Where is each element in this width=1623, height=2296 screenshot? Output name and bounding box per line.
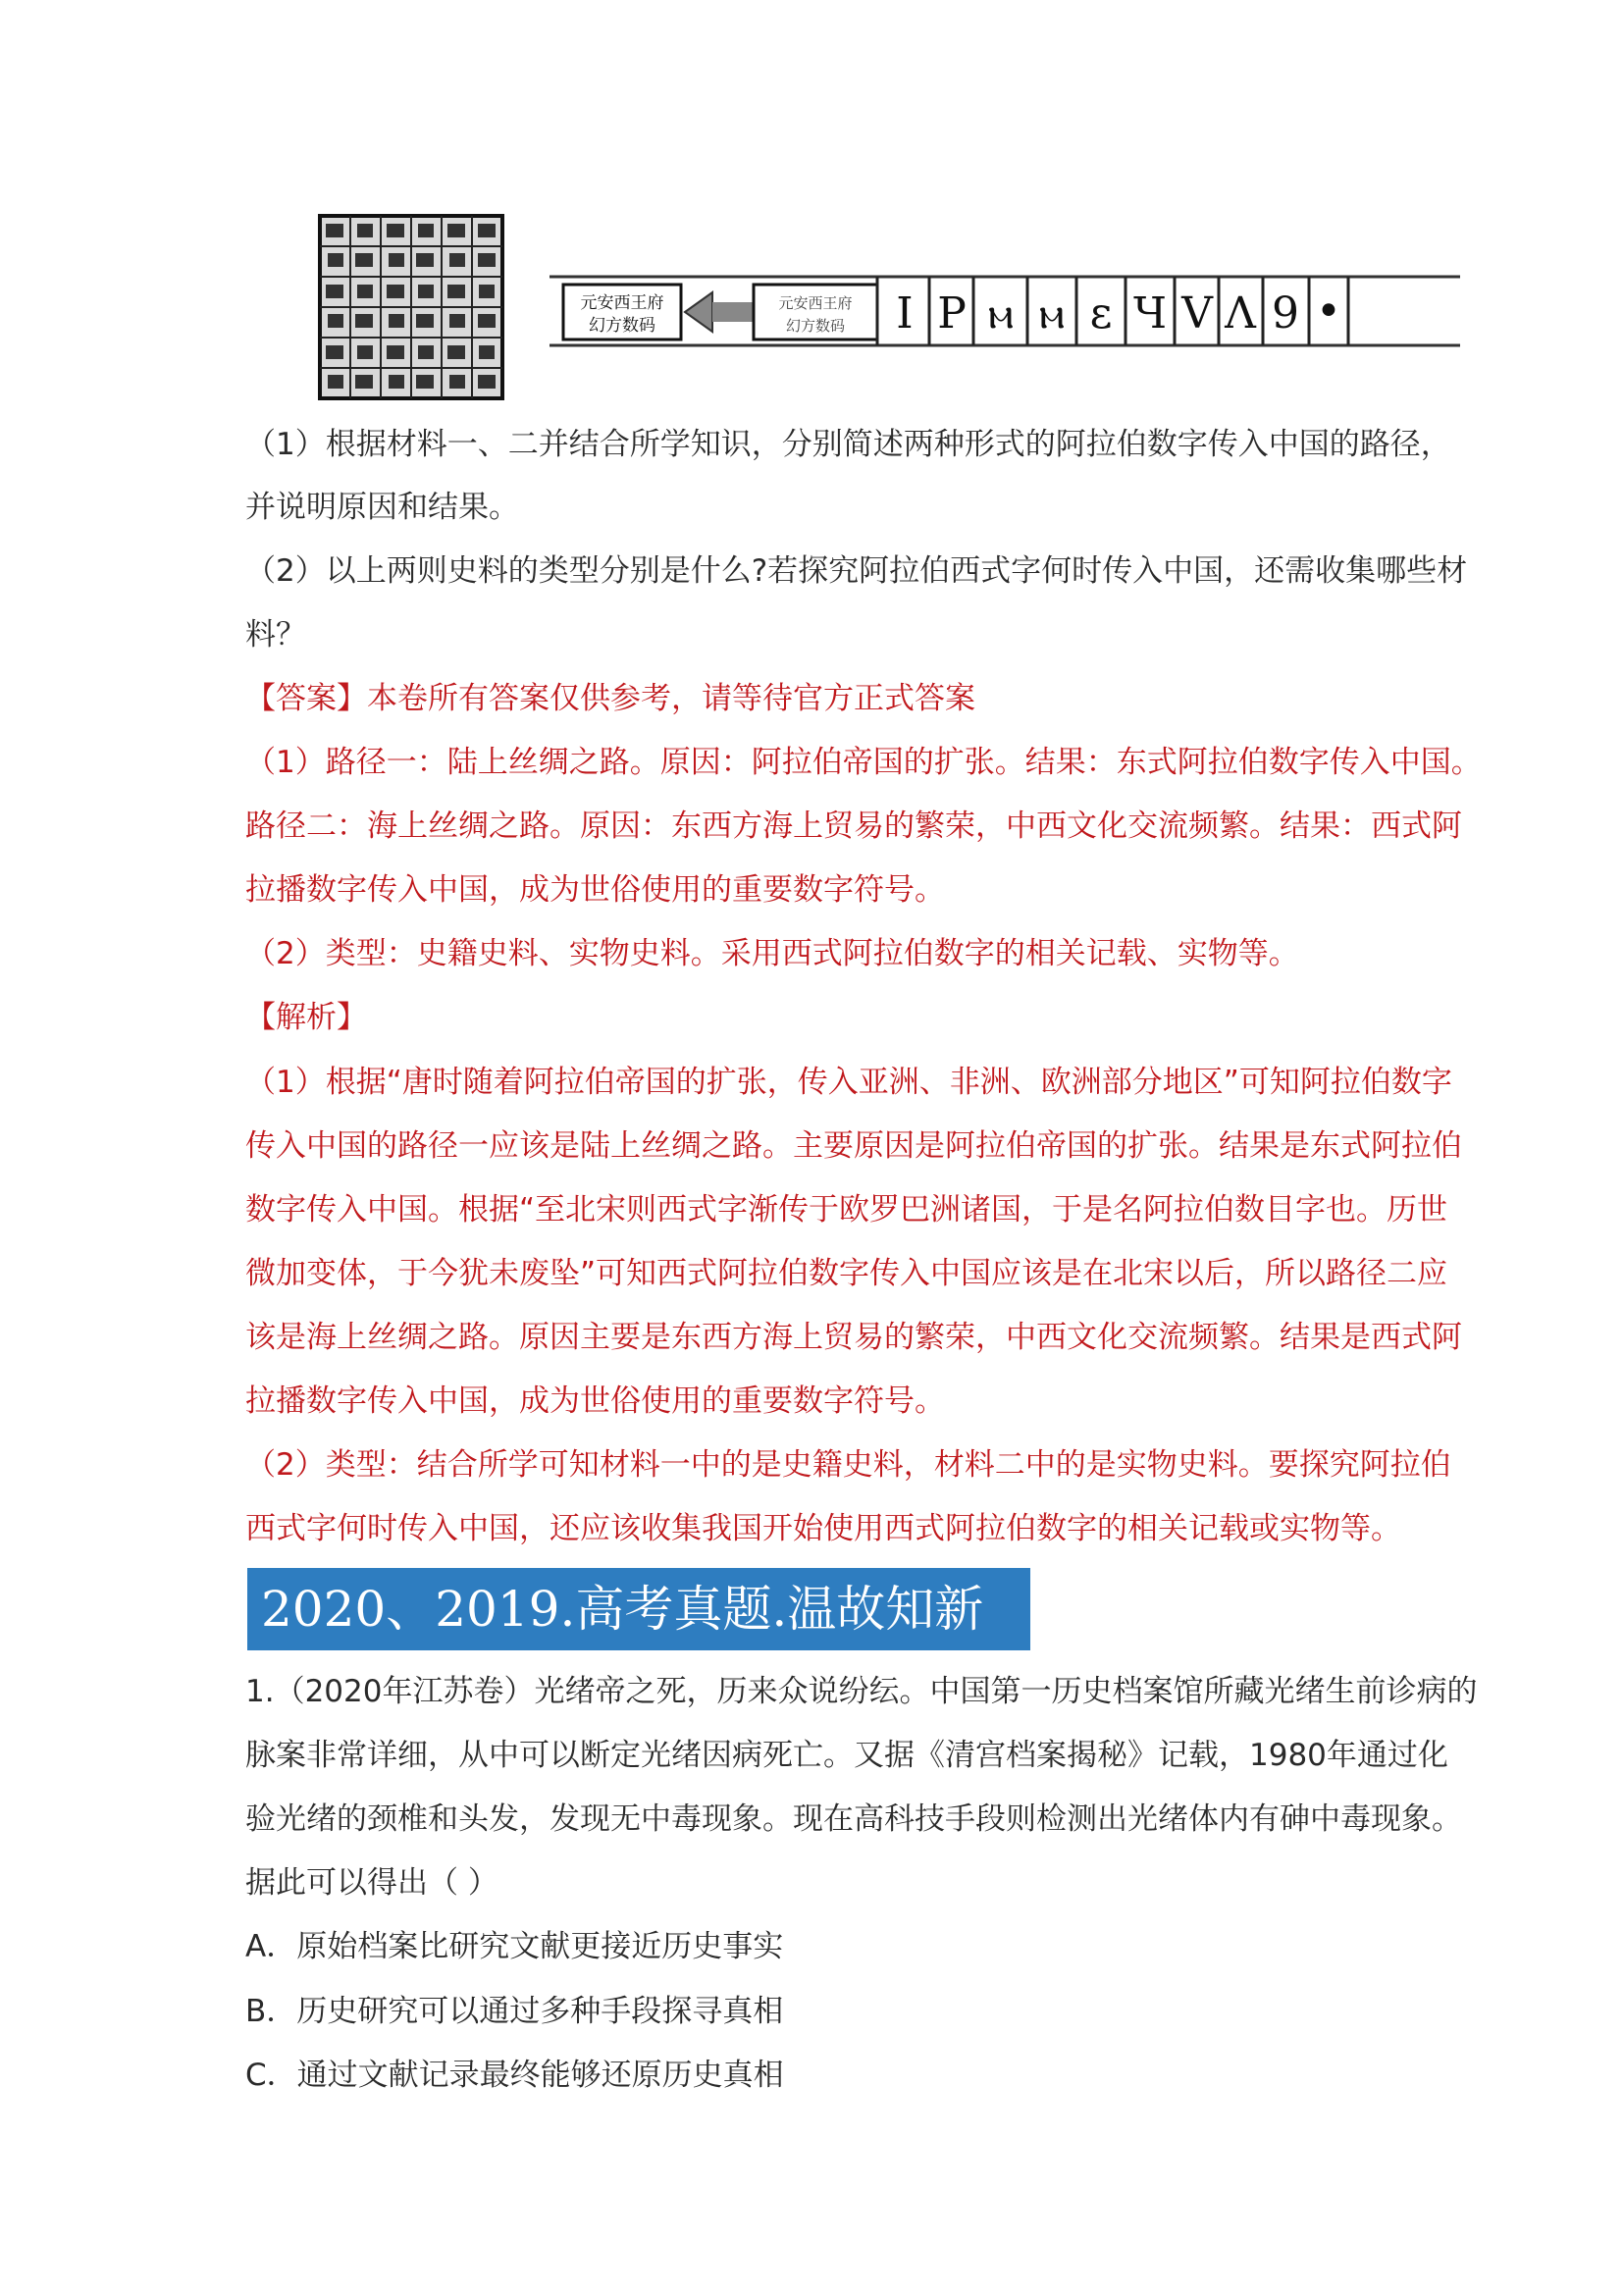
answer-line-1: （1）路径一：陆上丝绸之路。原因：阿拉伯帝国的扩张。结果：东式阿拉伯数字传入中国。: [245, 745, 1482, 780]
label-box-left-line1: 元安西王府: [580, 293, 664, 313]
numeral-10: •: [1316, 287, 1341, 337]
analysis-line-1: （1）根据“唐时随着阿拉伯帝国的扩张，传入亚洲、非洲、欧洲部分地区”可知阿拉伯数字: [245, 1065, 1452, 1100]
question-next-line-1: 1.（2020年江苏卷）光绪帝之死，历来众说纷纭。中国第一历史档案馆所藏光绪生前诊病的: [245, 1674, 1478, 1709]
question-1-line-2: 并说明原因和结果。: [245, 490, 519, 525]
numeral-9: 9: [1272, 288, 1299, 339]
analysis-line-7: （2）类型：结合所学可知材料一中的是史籍史料，材料二中的是实物史料。要探究阿拉伯: [245, 1447, 1451, 1483]
label-box-right-line1: 元安西王府: [778, 294, 853, 312]
numeral-4: ⲙ: [1039, 288, 1065, 339]
analysis-line-8: 西式字何时传入中国，还应该收集我国开始使用西式阿拉伯数字的相关记载或实物等。: [245, 1511, 1401, 1546]
answer-line-3: 拉播数字传入中国，成为世俗使用的重要数字符号。: [245, 872, 945, 908]
question-1-line-1: （1）根据材料一、二并结合所学知识，分别简述两种形式的阿拉伯数字传入中国的路径，: [245, 427, 1451, 462]
numeral-2: Ρ: [937, 288, 967, 339]
numeral-6: Ч: [1132, 288, 1168, 339]
numeral-1: I: [896, 288, 914, 339]
answer-line-4: （2）类型：史籍史料、实物史料。采用西式阿拉伯数字的相关记载、实物等。: [245, 936, 1299, 971]
question-2-line-1: （2）以上两则史料的类型分别是什么?若探究阿拉伯西式字何时传入中国，还需收集哪些材: [245, 553, 1468, 589]
option-a: A．原始档案比研究文献更接近历史事实: [245, 1929, 784, 1964]
numeral-3: ⲙ: [988, 288, 1014, 339]
answer-heading: [245, 679, 975, 718]
arrow-left-icon: [685, 292, 756, 332]
numeral-8: Λ: [1225, 288, 1256, 339]
question-next-line-2: 脉案非常详细，从中可以断定光绪因病死亡。又据《清宫档案揭秘》记载，1980年通过化: [245, 1738, 1448, 1773]
question-next-line-3: 验光绪的颈椎和头发，发现无中毒现象。现在高科技手段则检测出光绪体内有砷中毒现象。: [245, 1801, 1462, 1837]
answer-line-2: 路径二：海上丝绸之路。原因：东西方海上贸易的繁荣，中西文化交流频繁。结果：西式阿: [245, 809, 1462, 844]
section-banner: 2020、2019.高考真题.温故知新: [247, 1568, 1030, 1650]
label-box-right-line2: 幻方数码: [785, 317, 846, 335]
numeral-5: ε: [1089, 288, 1113, 339]
analysis-title: 【解析】: [245, 1000, 367, 1035]
question-2-line-2: 料？: [245, 617, 306, 652]
analysis-line-2: 传入中国的路径一应该是陆上丝绸之路。主要原因是阿拉伯帝国的扩张。结果是东式阿拉伯: [245, 1128, 1462, 1164]
analysis-line-6: 拉播数字传入中国，成为世俗使用的重要数字符号。: [245, 1383, 945, 1419]
numeral-7: V: [1181, 288, 1213, 339]
option-b: B．历史研究可以通过多种手段探寻真相: [245, 1994, 784, 2029]
option-c: C．通过文献记录最终能够还原历史真相: [245, 2058, 784, 2093]
numeral-glyphs: [896, 287, 1341, 339]
analysis-line-5: 该是海上丝绸之路。原因主要是东西方海上贸易的繁荣，中西文化交流频繁。结果是西式阿: [245, 1320, 1462, 1355]
answer-title: 【答案】本卷所有答案仅供参考，请等待官方正式答案: [245, 681, 975, 716]
analysis-line-3: 数字传入中国。根据“至北宋则西式字渐传于欧罗巴洲诸国，于是名阿拉伯数目字也。历世: [245, 1192, 1448, 1227]
question-next-line-4: 据此可以得出（ ）: [245, 1865, 498, 1901]
magic-square-figure: [316, 210, 1464, 402]
analysis-line-4: 微加变体，于今犹未废坠”可知西式阿拉伯数字传入中国应该是在北宋以后，所以路径二应: [245, 1256, 1448, 1291]
label-box-left-line2: 幻方数码: [589, 316, 655, 336]
